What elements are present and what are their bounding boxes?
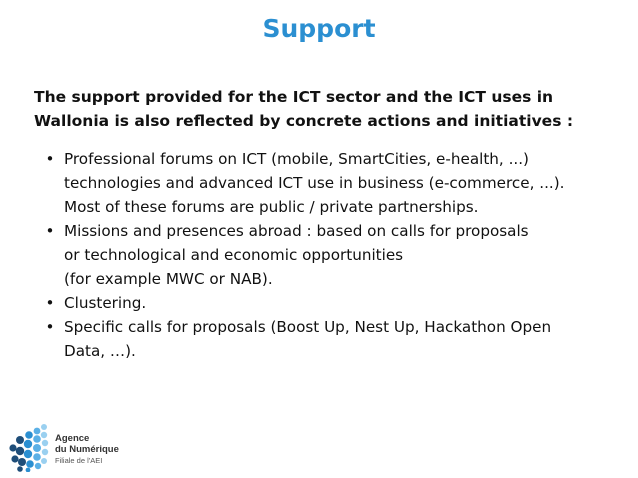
logo-text <box>55 433 119 466</box>
bullet-list <box>34 147 634 363</box>
bullet-dot-icon: • <box>45 150 55 168</box>
bullet-item-1 <box>34 147 634 219</box>
bullet-item-4 <box>34 315 634 363</box>
bullet-1-line-3: Most of these forums are public / private partnerships. <box>64 198 479 216</box>
bullet-4-line-1: Specific calls for proposals (Boost Up, Nest Up, Hackathon Open <box>64 318 552 336</box>
intro-text <box>34 85 614 133</box>
bullet-1-line-2: technologies and advanced ICT use in business (e-commerce, ...). <box>64 174 565 192</box>
bullet-1-line-1: Professional forums on ICT (mobile, SmartCities, e-health, ...) <box>64 150 529 168</box>
bullet-2-line-1: Missions and presences abroad : based on calls for proposals <box>64 222 529 240</box>
logo-line-1: Agence <box>55 433 90 444</box>
bullet-2-line-2: or technological and economic opportunities <box>64 246 404 264</box>
bullet-dot-icon: • <box>45 294 55 312</box>
logo-line-3: Filiale de l'AEI <box>55 456 103 465</box>
logo-line-2: du Numérique <box>55 444 119 455</box>
intro-line-1: The support provided for the ICT sector and the ICT uses in <box>34 88 554 106</box>
dot-cluster-icon <box>8 422 52 472</box>
bullet-item-2 <box>34 219 634 291</box>
bullet-2-line-3: (for example MWC or NAB). <box>64 270 273 288</box>
agency-logo <box>8 422 148 474</box>
bullet-dot-icon: • <box>45 222 55 240</box>
intro-line-2: Wallonia is also reflected by concrete actions and initiatives : <box>34 112 574 130</box>
slide-title: Support <box>262 14 376 43</box>
bullet-3-line-1: Clustering. <box>64 294 147 312</box>
bullet-dot-icon: • <box>45 318 55 336</box>
bullet-item-3 <box>34 291 634 315</box>
bullet-4-line-2: Data, …). <box>64 342 136 360</box>
